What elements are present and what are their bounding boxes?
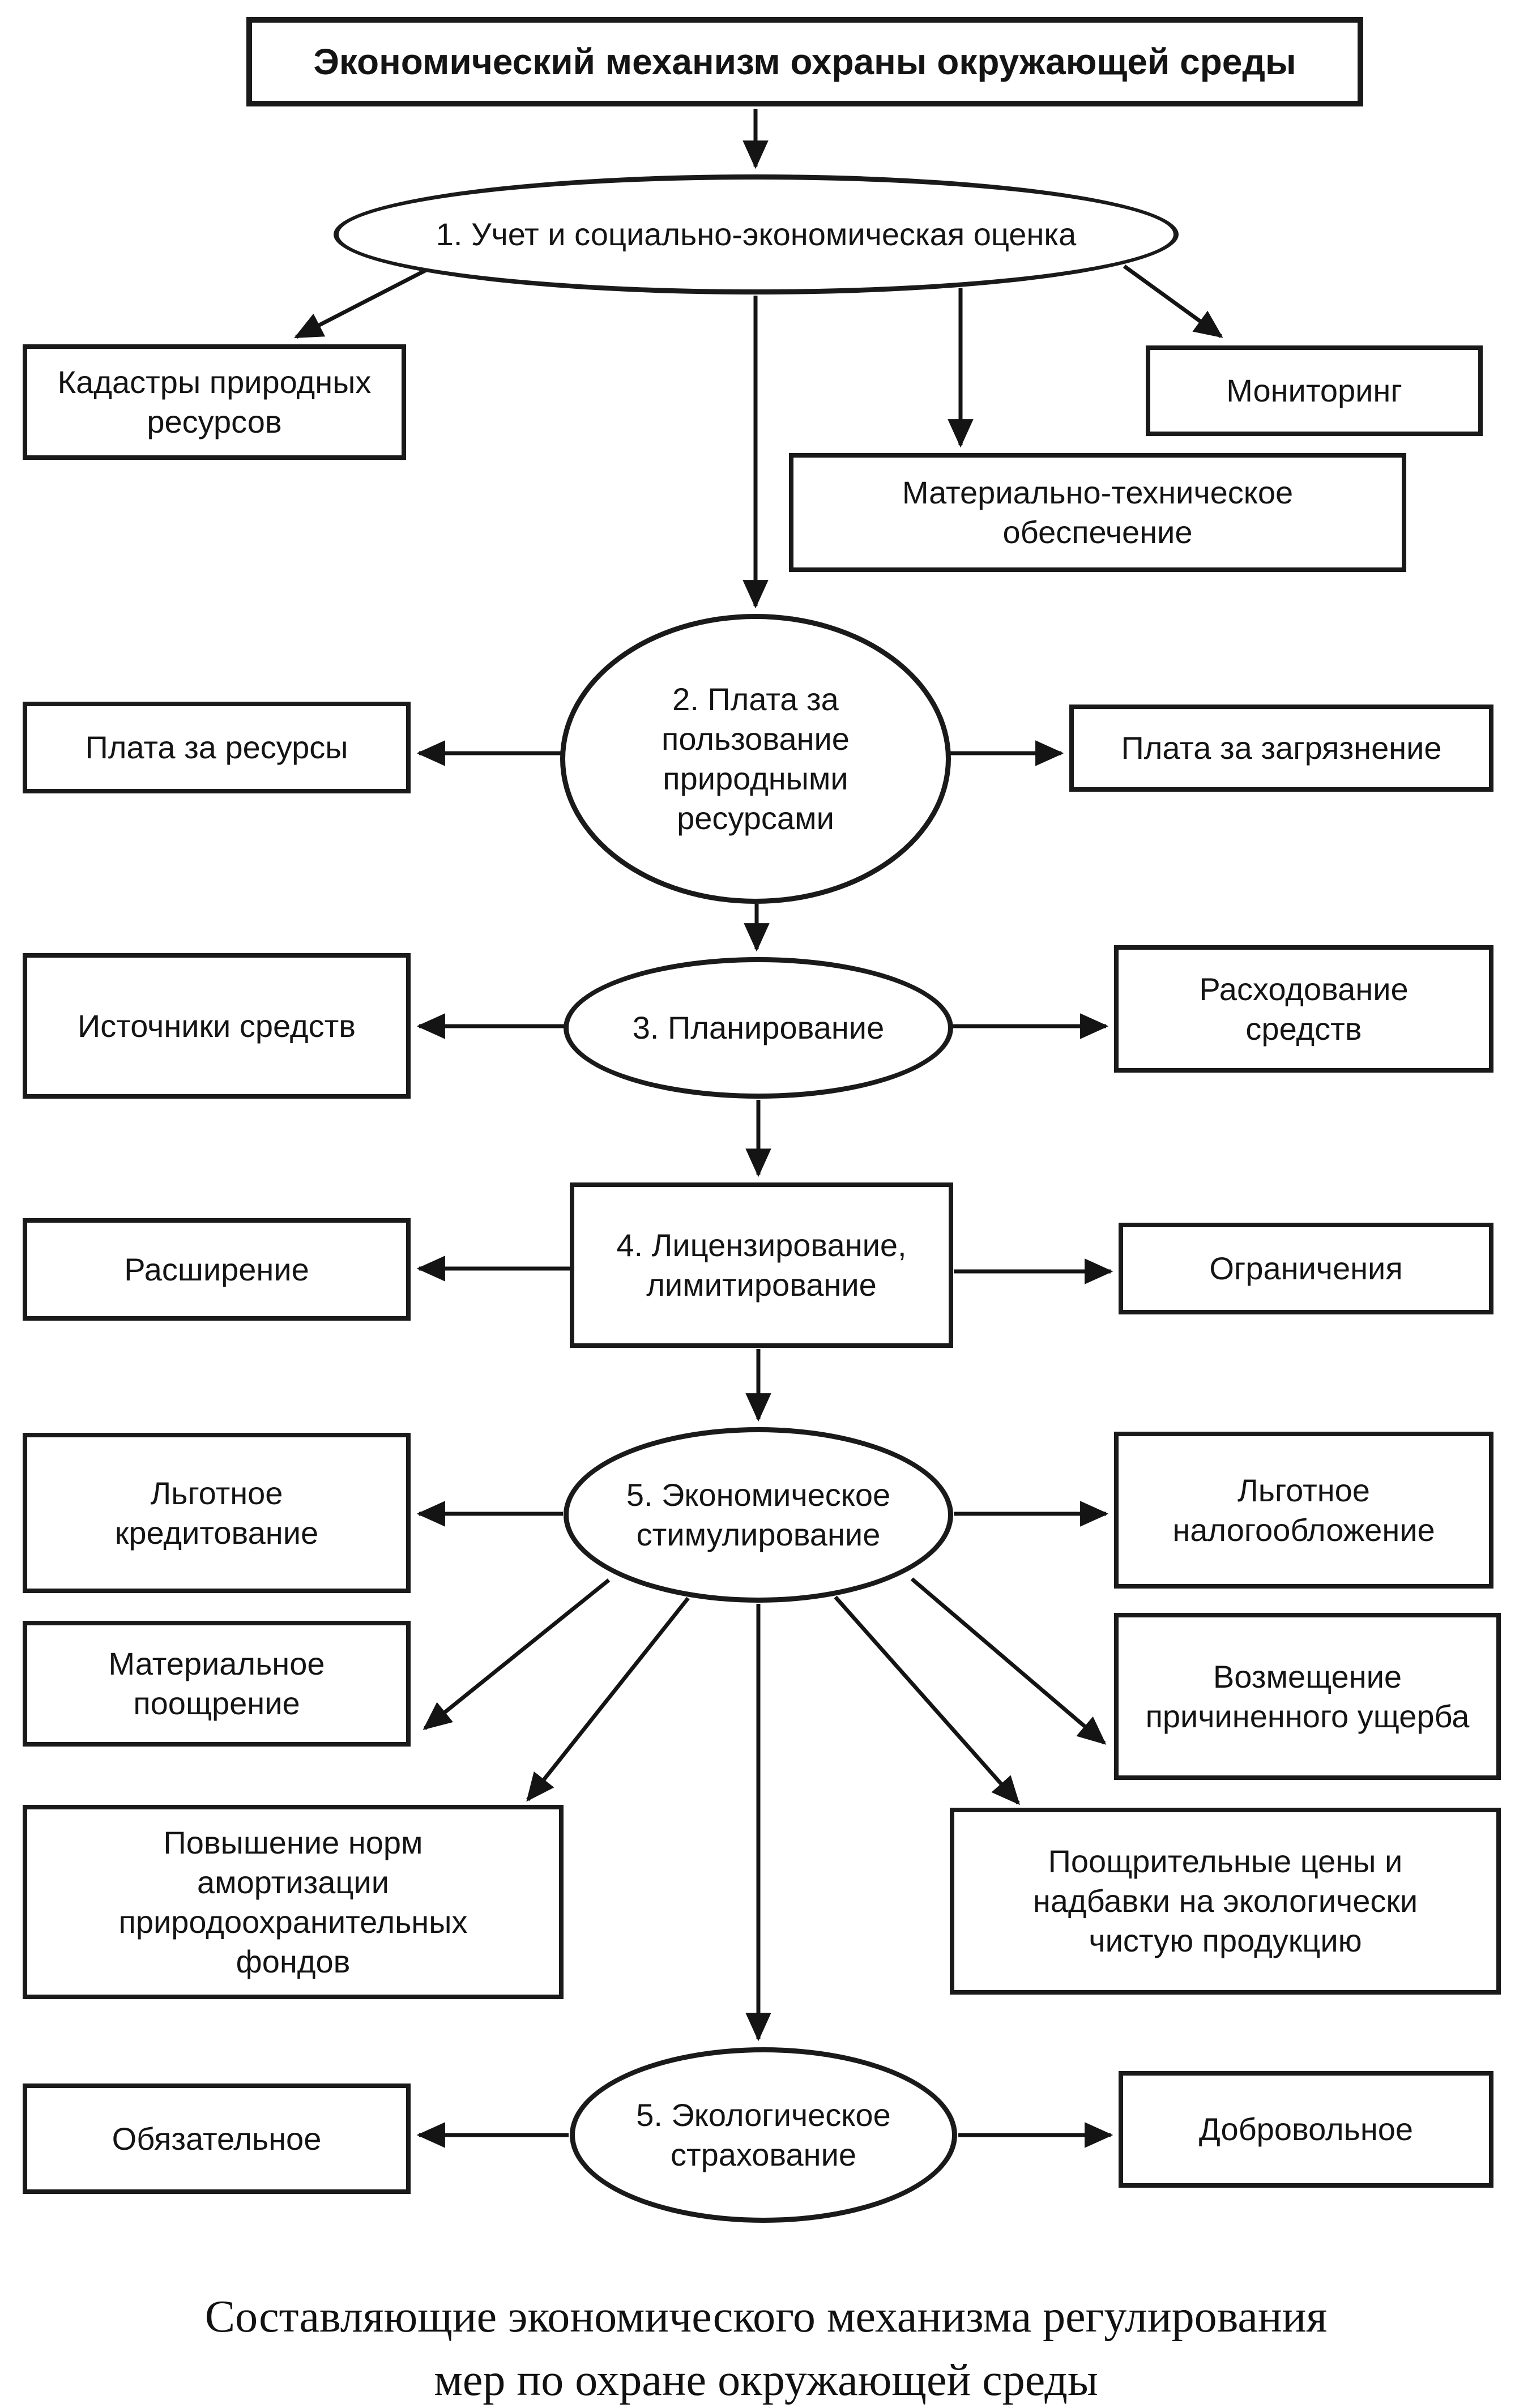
obyazatelnoe-label: Обязательное — [112, 2120, 322, 2157]
box-lgotnoe-kreditovanie — [23, 1433, 411, 1593]
arrow-stage1-to-kadastry — [296, 268, 430, 337]
figure-caption-line1: Составляющие экономического механизма регулирования — [204, 2292, 1328, 2342]
mattech-label: Материально-техническое обеспечение — [902, 475, 1294, 550]
stage3-label: 3. Планирование — [632, 1010, 885, 1045]
box-monitoring — [1146, 345, 1483, 436]
rasshirenie-label: Расширение — [124, 1251, 309, 1287]
stage2-ellipse — [560, 614, 951, 904]
stage4-label: 4. Лицензирование, лимитирование — [616, 1227, 907, 1303]
figure-caption — [0, 2285, 1532, 2408]
arrow-stage5-to-pooshchritelnye-ceny — [835, 1597, 1018, 1803]
box-rasshirenie — [23, 1218, 411, 1321]
diagram-title: Экономический механизм охраны окружающей среды — [313, 41, 1296, 82]
stage5-ellipse — [564, 1427, 953, 1603]
box-stage4 — [570, 1182, 953, 1348]
box-mattech — [789, 453, 1406, 572]
ogranicheniya-label: Ограничения — [1209, 1250, 1403, 1286]
raskhodovanie-label: Расходование средств — [1199, 971, 1409, 1047]
plata-resursy-label: Плата за ресурсы — [85, 729, 348, 765]
povyshenie-norm-label: Повышение норм амортизации природоохранительных фондов — [118, 1824, 468, 1979]
box-povyshenie-norm — [23, 1805, 564, 1999]
box-dobrovolnoe — [1119, 2071, 1493, 2188]
stage1-label: 1. Учет и социально-экономическая оценка — [436, 216, 1077, 252]
stage3-ellipse — [564, 957, 953, 1099]
stage1-ellipse — [334, 174, 1179, 294]
box-ogranicheniya — [1119, 1223, 1493, 1314]
diagram-title-box — [246, 17, 1363, 106]
kadastry-label: Кадастры природных ресурсов — [57, 364, 372, 439]
pooshchritelnye-ceny-label: Поощрительные цены и надбавки на экологически чистую продукцию — [1032, 1843, 1418, 1958]
arrow-stage1-to-monitoring — [1124, 266, 1221, 336]
lgotnoe-nalogooblozhenie-label: Льготное налогообложение — [1172, 1472, 1435, 1548]
materialnoe-pooshchrenie-label: Материальное поощрение — [108, 1646, 325, 1721]
arrow-stage5-to-materialnoe-pooshchrenie — [425, 1580, 609, 1728]
stage6-label: 5. Экологическое страхование — [636, 2097, 891, 2172]
stage6-ellipse — [570, 2047, 957, 2223]
box-vozmeshchenie — [1114, 1613, 1501, 1780]
box-raskhodovanie — [1114, 945, 1493, 1073]
box-materialnoe-pooshchrenie — [23, 1621, 411, 1747]
vozmeshchenie-label: Возмещение причиненного ущерба — [1145, 1658, 1470, 1734]
lgotnoe-kreditovanie-label: Льготное кредитование — [114, 1475, 319, 1551]
box-istochniki — [23, 953, 411, 1099]
istochniki-label: Источники средств — [77, 1007, 356, 1044]
box-kadastry — [23, 344, 406, 460]
plata-zagryaznenie-label: Плата за загрязнение — [1121, 730, 1442, 766]
stage2-label: 2. Плата за пользование природными ресурсами — [662, 681, 850, 836]
dobrovolnoe-label: Добровольное — [1198, 2111, 1414, 2147]
box-plata-zagryaznenie — [1069, 705, 1493, 792]
stage5-label: 5. Экономическое стимулирование — [626, 1477, 891, 1552]
box-pooshchritelnye-ceny — [950, 1808, 1501, 1995]
box-obyazatelnoe — [23, 2083, 411, 2194]
box-lgotnoe-nalogooblozhenie — [1114, 1432, 1493, 1589]
monitoring-label: Мониторинг — [1226, 373, 1402, 408]
figure-caption-line2: мер по охране окружающей среды — [434, 2355, 1098, 2405]
box-plata-resursy — [23, 702, 411, 793]
